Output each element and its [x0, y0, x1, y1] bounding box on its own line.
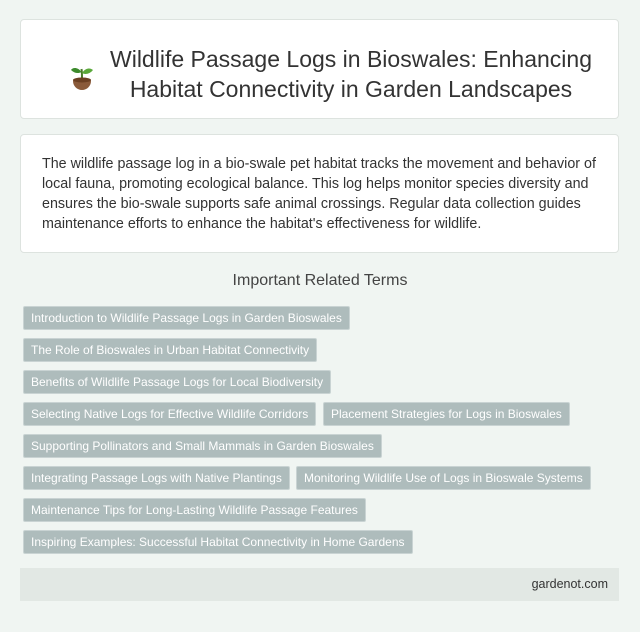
related-term-tag[interactable]: Introduction to Wildlife Passage Logs in Garden Bioswales [23, 306, 350, 330]
related-term-tag[interactable]: Benefits of Wildlife Passage Logs for Local Biodiversity [23, 370, 331, 394]
related-term-tag[interactable]: Supporting Pollinators and Small Mammals in Garden Bioswales [23, 434, 382, 458]
footer [20, 568, 619, 601]
title-line-1: Wildlife Passage Logs in Bioswales: Enhancing [110, 46, 592, 72]
related-term-tag[interactable]: Integrating Passage Logs with Native Plantings [23, 466, 290, 490]
related-term-tag[interactable]: Inspiring Examples: Successful Habitat Connectivity in Home Gardens [23, 530, 413, 554]
title-card [20, 19, 619, 119]
related-term-tag[interactable]: The Role of Bioswales in Urban Habitat Connectivity [23, 338, 317, 362]
description-card [20, 134, 619, 253]
title-line-2: Habitat Connectivity in Garden Landscapes [129, 76, 573, 102]
related-term-tag[interactable]: Maintenance Tips for Long-Lasting Wildlife Passage Features [23, 498, 366, 522]
related-terms-heading: Important Related Terms [232, 272, 408, 289]
related-term-tag[interactable]: Selecting Native Logs for Effective Wildlife Corridors [23, 402, 316, 426]
related-term-tag[interactable]: Placement Strategies for Logs in Bioswales [323, 402, 570, 426]
related-term-tag[interactable]: Monitoring Wildlife Use of Logs in Bioswale Systems [296, 466, 591, 490]
footer-site-link[interactable]: gardenot.com [531, 577, 608, 591]
page-title [91, 44, 611, 104]
description-text: The wildlife passage log in a bio-swale pet habitat tracks the movement and behavior of local fauna, promoting ecological balance. This log helps monitor species diversity and ensures the bio-swale supports safe animal crossings. Regular data collection guides maintenance efforts to enhance the habitat's effectiveness for wildlife. [42, 156, 596, 232]
